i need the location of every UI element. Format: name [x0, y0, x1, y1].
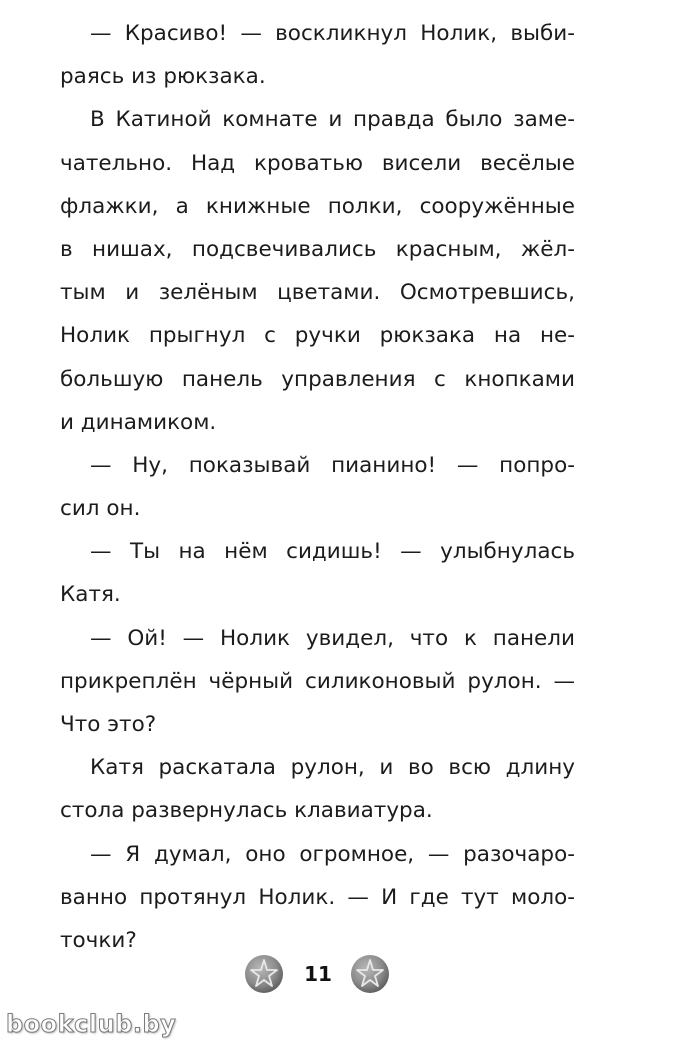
text-line: тым и зелёным цветами. Осмотревшись,	[60, 280, 575, 306]
text-line: — Я думал, оно огромное, — разочаро-	[90, 841, 575, 867]
watermark: bookclub.by	[6, 1010, 177, 1038]
text-line: большую панель управления с кнопками	[60, 366, 575, 392]
text-line: в нишах, подсвечивались красным, жёл-	[60, 236, 575, 262]
text-line: точки?	[60, 927, 137, 953]
text-line: ванно протянул Нолик. — И где тут моло-	[60, 884, 575, 910]
text-line: чательно. Над кроватью висели весёлые	[60, 150, 575, 176]
page-footer	[0, 948, 700, 1000]
text-line: сил он.	[60, 496, 141, 522]
text-line: В Катиной комнате и правда было заме-	[90, 107, 575, 133]
text-line: флажки, а книжные полки, сооружённые	[60, 193, 575, 219]
text-line: прикреплён чёрный силиконовый рулон. —	[60, 668, 575, 694]
text-line: — Ты на нём сидишь! — улыбнулась	[90, 539, 575, 565]
book-page-text	[60, 12, 575, 962]
text-line: и динамиком.	[60, 409, 217, 435]
text-line: стола развернулась клавиатура.	[60, 798, 433, 824]
text-line: — Ой! — Нолик увидел, что к панели	[90, 625, 575, 651]
text-line: — Красиво! — воскликнул Нолик, выби-	[90, 21, 575, 46]
text-line: Катя раскатала рулон, и во всю длину	[90, 755, 575, 781]
text-line: раясь из рюкзака.	[60, 64, 266, 90]
text-line: Катя.	[60, 582, 121, 608]
page-number: 11	[304, 962, 332, 986]
text-line: — Ну, показывай пианино! — попро-	[90, 452, 575, 478]
text-line: Нолик прыгнул с ручки рюкзака на не-	[60, 323, 575, 349]
star-badge-icon	[350, 954, 390, 994]
star-badge-icon	[244, 954, 284, 994]
text-line: Что это?	[60, 712, 157, 737]
